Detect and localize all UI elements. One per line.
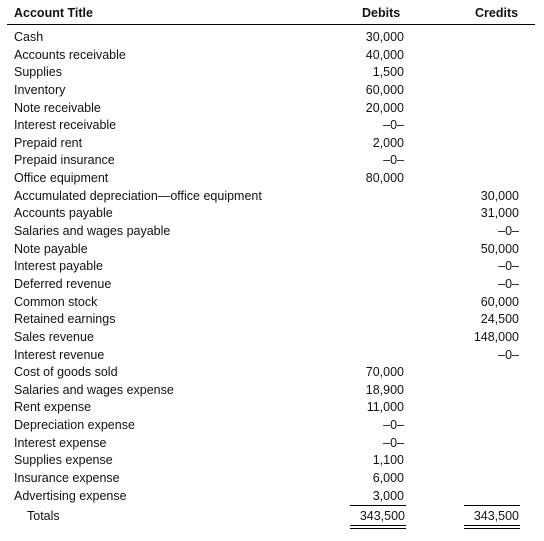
account-name: Accumulated depreciation—office equipment bbox=[14, 188, 262, 203]
account-name: Inventory bbox=[14, 82, 66, 97]
table-row bbox=[0, 470, 544, 488]
table-row bbox=[0, 64, 544, 82]
account-name: Interest revenue bbox=[14, 347, 105, 362]
credit-amount: 31,000 bbox=[480, 206, 519, 221]
table-row bbox=[0, 294, 544, 312]
account-name: Salaries and wages expense bbox=[14, 382, 174, 397]
debit-amount: 18,900 bbox=[365, 382, 404, 397]
account-name: Deferred revenue bbox=[14, 276, 112, 291]
account-name: Sales revenue bbox=[14, 329, 94, 344]
account-name: Interest payable bbox=[14, 259, 103, 274]
debit-amount: 2,000 bbox=[372, 135, 404, 150]
account-name: Rent expense bbox=[14, 400, 92, 415]
table-row bbox=[0, 82, 544, 100]
table-row bbox=[0, 488, 544, 506]
table-row bbox=[0, 276, 544, 294]
account-name: Insurance expense bbox=[14, 471, 120, 486]
credit-double-underline-bottom bbox=[464, 528, 520, 529]
account-name: Retained earnings bbox=[14, 312, 116, 327]
account-title-header: Account Title bbox=[14, 6, 93, 20]
table-row bbox=[0, 29, 544, 47]
credit-amount: 24,500 bbox=[480, 312, 519, 327]
credit-amount: 30,000 bbox=[480, 188, 519, 203]
account-name: Supplies bbox=[14, 65, 62, 80]
account-name: Note receivable bbox=[14, 100, 101, 115]
account-name: Office equipment bbox=[14, 171, 109, 186]
account-name: Cash bbox=[14, 30, 44, 44]
debit-amount: –0– bbox=[383, 418, 404, 433]
debit-amount: 70,000 bbox=[365, 365, 404, 380]
table-row bbox=[0, 241, 544, 259]
totals-debit: 343,500 bbox=[359, 509, 405, 523]
table-body bbox=[0, 29, 544, 505]
account-name: Common stock bbox=[14, 294, 98, 309]
table-row bbox=[0, 152, 544, 170]
debit-amount: 20,000 bbox=[365, 100, 404, 115]
debit-amount: –0– bbox=[383, 435, 404, 450]
table-row bbox=[0, 311, 544, 329]
debit-amount: 6,000 bbox=[372, 471, 404, 486]
credit-amount: –0– bbox=[498, 347, 519, 362]
credit-amount: 60,000 bbox=[480, 294, 519, 309]
table-row bbox=[0, 417, 544, 435]
totals-label: Totals bbox=[27, 509, 60, 523]
account-name: Depreciation expense bbox=[14, 418, 135, 433]
table-row bbox=[0, 329, 544, 347]
table-row bbox=[0, 188, 544, 206]
account-name: Advertising expense bbox=[14, 488, 127, 503]
table-row bbox=[0, 47, 544, 65]
account-name: Accounts payable bbox=[14, 206, 113, 221]
table-row bbox=[0, 364, 544, 382]
account-name: Interest expense bbox=[14, 435, 107, 450]
credits-header: Credits bbox=[475, 6, 519, 20]
table-row bbox=[0, 382, 544, 400]
account-name: Supplies expense bbox=[14, 453, 113, 468]
table-row bbox=[0, 452, 544, 470]
debit-double-underline-bottom bbox=[350, 528, 406, 529]
debit-double-underline-top bbox=[350, 525, 406, 526]
account-name: Cost of goods sold bbox=[14, 365, 118, 380]
table-row bbox=[0, 100, 544, 118]
account-name: Accounts receivable bbox=[14, 47, 126, 62]
table-row bbox=[0, 399, 544, 417]
debit-amount: –0– bbox=[383, 118, 404, 133]
totals-credit: 343,500 bbox=[473, 509, 519, 523]
debit-amount: 1,100 bbox=[372, 453, 404, 468]
table-row bbox=[0, 347, 544, 365]
debit-amount: –0– bbox=[383, 153, 404, 168]
credit-amount: –0– bbox=[498, 259, 519, 274]
table-row bbox=[0, 435, 544, 453]
debit-amount: 3,000 bbox=[372, 488, 404, 503]
debit-amount: 80,000 bbox=[365, 171, 404, 186]
credit-amount: –0– bbox=[498, 224, 519, 239]
debits-header: Debits bbox=[362, 6, 401, 20]
account-name: Prepaid rent bbox=[14, 135, 83, 150]
account-name: Interest receivable bbox=[14, 118, 117, 133]
table-row bbox=[0, 223, 544, 241]
account-name: Note payable bbox=[14, 241, 88, 256]
credit-double-underline-top bbox=[464, 525, 520, 526]
debit-amount: 30,000 bbox=[365, 30, 404, 44]
table-header bbox=[7, 0, 535, 25]
account-name: Salaries and wages payable bbox=[14, 224, 171, 239]
debit-amount: 11,000 bbox=[366, 400, 404, 415]
credit-amount: 50,000 bbox=[480, 241, 519, 256]
account-name: Prepaid insurance bbox=[14, 153, 115, 168]
table-row bbox=[0, 135, 544, 153]
debit-amount: 1,500 bbox=[372, 65, 404, 80]
table-row bbox=[0, 258, 544, 276]
credit-amount: –0– bbox=[498, 276, 519, 291]
credit-amount: 148,000 bbox=[473, 329, 519, 344]
table-row bbox=[0, 205, 544, 223]
totals-row bbox=[0, 506, 544, 526]
table-row bbox=[0, 170, 544, 188]
debit-amount: 60,000 bbox=[365, 82, 404, 97]
debit-amount: 40,000 bbox=[365, 47, 404, 62]
table-row bbox=[0, 117, 544, 135]
